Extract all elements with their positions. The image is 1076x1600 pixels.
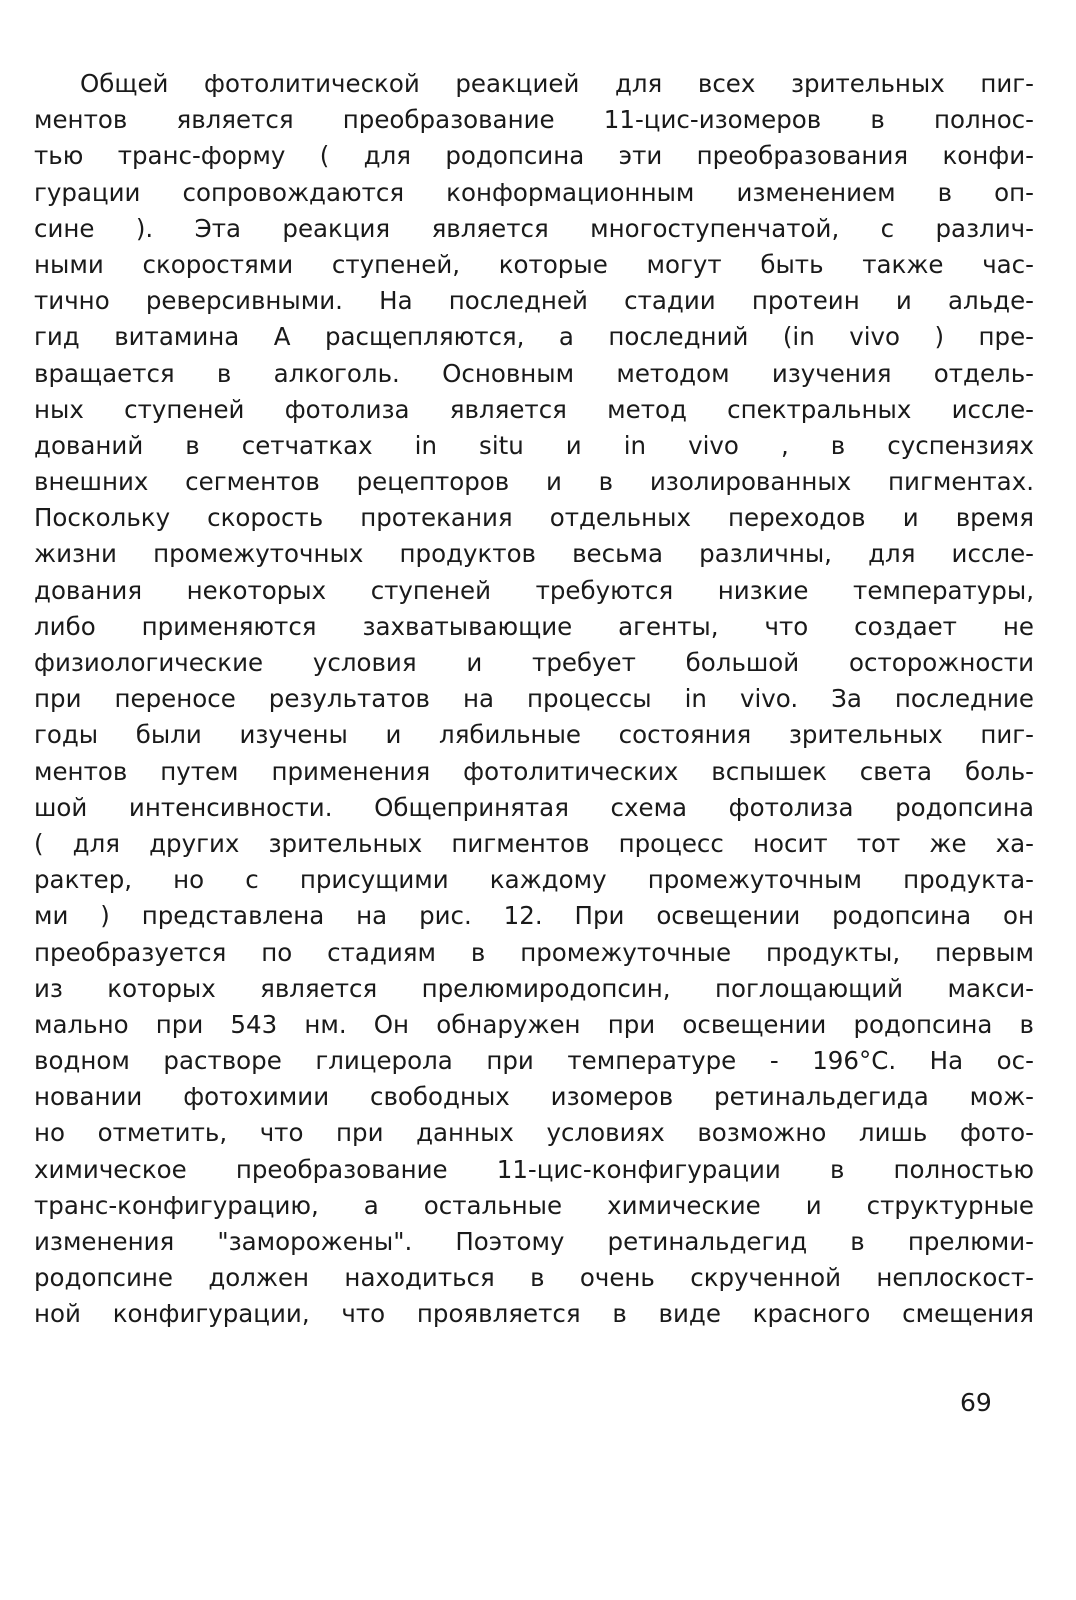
text-line: тью транс-форму ( для родопсина эти преобразования конфи- (34, 141, 1034, 171)
text-line: Поскольку скорость протекания отдельных переходов и время (34, 503, 1034, 533)
text-line: ми ) представлена на рис. 12. При освещении родопсина он (34, 901, 1034, 931)
text-line: транс-конфигурацию, а остальные химические и структурные (34, 1190, 1034, 1220)
text-line: жизни промежуточных продуктов весьма различны, для иссле- (34, 539, 1034, 569)
text-line: тично реверсивными. На последней стадии протеин и альде- (34, 286, 1034, 316)
text-line: внешних сегментов рецепторов и в изолированных пигментах. (34, 467, 1034, 497)
page-number: 69 (960, 1388, 992, 1417)
text-line: вращается в алкоголь. Основным методом изучения отдель- (34, 358, 1034, 388)
text-line: при переносе результатов на процессы in vivo. За последние (34, 684, 1034, 714)
body-paragraph (34, 66, 1034, 1333)
text-line: ной конфигурации, что проявляется в виде красного смещения (34, 1299, 1034, 1329)
text-line: рактер, но с присущими каждому промежуточным продукта- (34, 865, 1034, 895)
text-line: химическое преобразование 11-цис-конфигурации в полностью (34, 1154, 1034, 1184)
text-line: мально при 543 нм. Он обнаружен при освещении родопсина в (34, 1009, 1034, 1039)
text-line: ных ступеней фотолиза является метод спектральных иссле- (34, 394, 1034, 424)
text-line: родопсине должен находиться в очень скрученной неплоскост- (34, 1263, 1034, 1293)
text-line: ментов является преобразование 11-цис-изомеров в полнос- (34, 105, 1034, 135)
text-line: либо применяются захватывающие агенты, что создает не (34, 611, 1034, 641)
text-line: дования некоторых ступеней требуются низкие температуры, (34, 575, 1034, 605)
text-line: сине ). Эта реакция является многоступенчатой, с различ- (34, 213, 1034, 243)
text-line: ментов путем применения фотолитических вспышек света боль- (34, 756, 1034, 786)
text-line: из которых является прелюмиродопсин, поглощающий макси- (34, 973, 1034, 1003)
text-line: водном растворе глицерола при температуре - 196°С. На ос- (34, 1046, 1034, 1076)
text-line: Общей фотолитической реакцией для всех зрительных пиг- (80, 69, 1034, 98)
text-line: преобразуется по стадиям в промежуточные продукты, первым (34, 937, 1034, 967)
text-line: ными скоростями ступеней, которые могут быть также час- (34, 249, 1034, 279)
text-line: но отметить, что при данных условиях возможно лишь фото- (34, 1118, 1034, 1148)
text-line: дований в сетчатках in situ и in vivo , в суспензиях (34, 430, 1034, 460)
text-line: гурации сопровождаются конформационным изменением в оп- (34, 177, 1034, 207)
text-line: ( для других зрительных пигментов процесс носит тот же ха- (34, 828, 1034, 858)
text-line: гид витамина А расщепляются, а последний (in vivo ) пре- (34, 322, 1034, 352)
text-line: годы были изучены и лябильные состояния зрительных пиг- (34, 720, 1034, 750)
text-line: новании фотохимии свободных изомеров ретинальдегида мож- (34, 1082, 1034, 1112)
text-line: физиологические условия и требует большой осторожности (34, 648, 1034, 677)
text-line: изменения "заморожены". Поэтому ретинальдегид в прелюми- (34, 1227, 1034, 1256)
text-line: шой интенсивности. Общепринятая схема фотолиза родопсина (34, 792, 1034, 822)
